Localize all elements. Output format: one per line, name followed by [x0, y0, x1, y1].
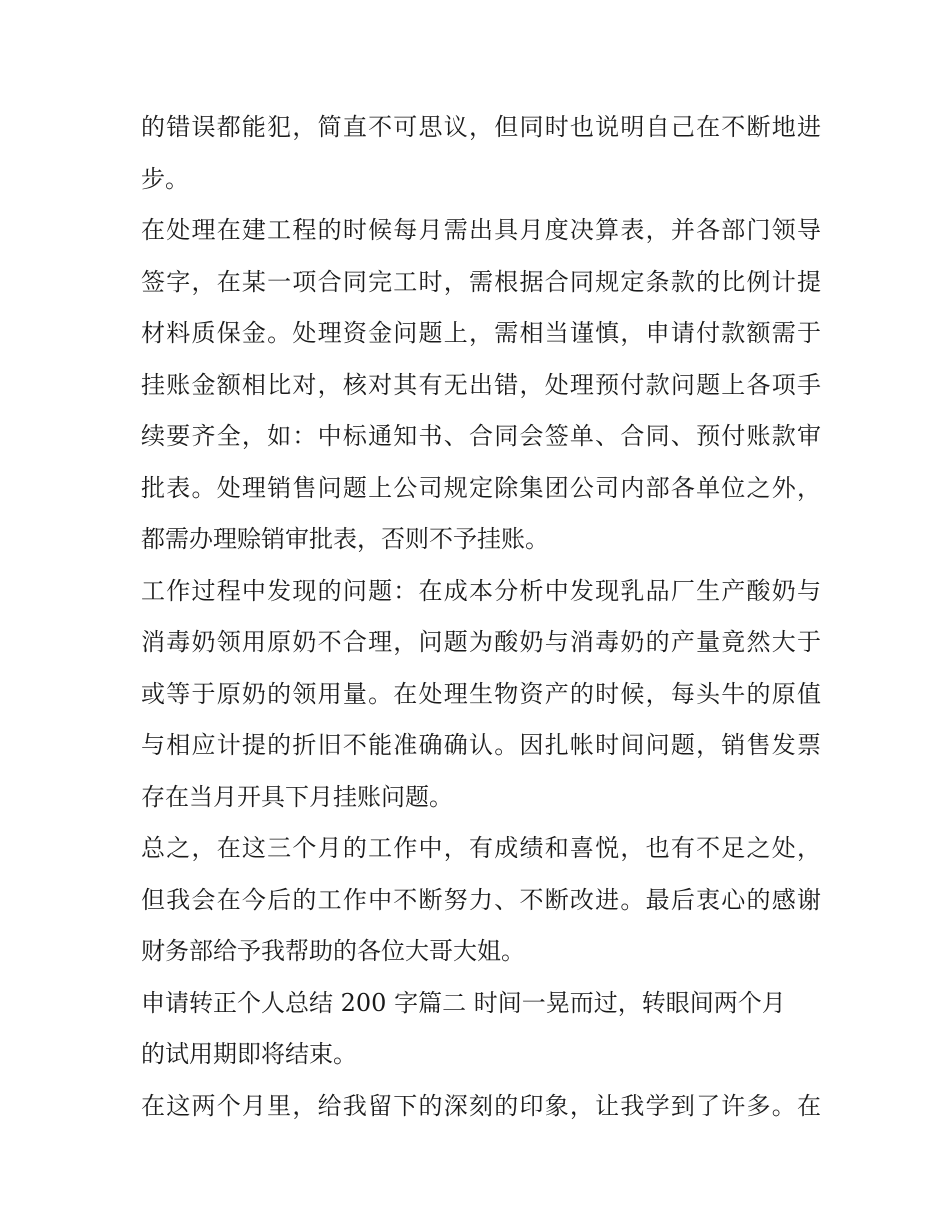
text-line: 在这两个月里，给我留下的深刻的印象，让我学到了许多。在 — [141, 1091, 821, 1120]
text-line: 工作过程中发现的问题：在成本分析中发现乳品厂生产酸奶与 — [141, 576, 821, 605]
text-line: 存在当月开具下月挂账问题。 — [141, 782, 453, 811]
text-line: 材料质保金。处理资金问题上，需相当谨慎，申请付款额需于 — [141, 319, 821, 347]
text-line: 但我会在今后的工作中不断努力、不断改进。最后衷心的感谢 — [141, 885, 821, 914]
text-line: 续要齐全，如：中标通知书、合同会签单、合同、预付账款审 — [141, 422, 821, 450]
text-line: 与相应计提的折旧不能准确确认。因扎帐时间问题，销售发票 — [141, 731, 821, 759]
text-line: 步。 — [141, 164, 189, 193]
text-line: 的错误都能犯，简直不可思议，但同时也说明自己在不断地进 — [141, 113, 821, 141]
text-line: 总之，在这三个月的工作中，有成绩和喜悦，也有不足之处， — [141, 834, 821, 862]
body-text — [141, 102, 821, 1132]
text-line: 在处理在建工程的时候每月需出具月度决算表，并各部门领导 — [141, 216, 821, 244]
text-line: 挂账金额相比对，核对其有无出错，处理预付款问题上各项手 — [141, 370, 821, 399]
text-line: 都需办理赊销审批表，否则不予挂账。 — [141, 525, 549, 553]
text-line: 批表。处理销售问题上公司规定除集团公司内部各单位之外， — [141, 473, 821, 502]
text-line: 的试用期即将结束。 — [141, 1040, 357, 1068]
text-line: 签字，在某一项合同完工时，需根据合同规定条款的比例计提 — [141, 267, 821, 296]
text-line: 申请转正个人总结 200 字篇二 时间一晃而过，转眼间两个月 — [141, 988, 786, 1017]
text-line: 消毒奶领用原奶不合理，问题为酸奶与消毒奶的产量竟然大于 — [141, 628, 821, 656]
text-line: 财务部给予我帮助的各位大哥大姐。 — [141, 937, 525, 965]
text-line: 或等于原奶的领用量。在处理生物资产的时候，每头牛的原值 — [141, 679, 821, 708]
